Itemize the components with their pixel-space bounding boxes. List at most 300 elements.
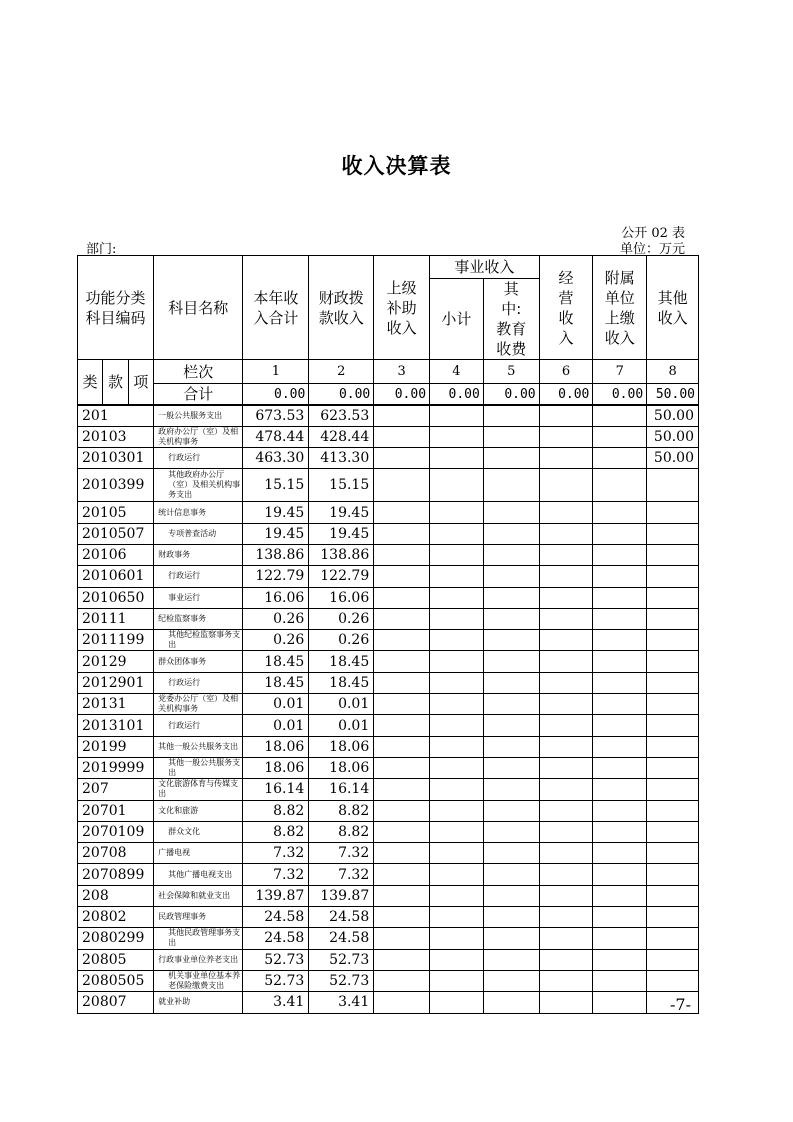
row-other-income xyxy=(647,544,699,565)
empty-cell xyxy=(374,448,430,469)
row-code: 2070109 xyxy=(78,821,154,842)
unit-label: 单位：万元 xyxy=(619,242,685,257)
empty-cell xyxy=(593,566,647,587)
page-number: -7- xyxy=(670,995,691,1014)
row-fiscal: 18.06 xyxy=(309,757,374,778)
row-fiscal: 623.53 xyxy=(309,405,374,426)
empty-cell xyxy=(374,928,430,949)
empty-cell xyxy=(539,502,593,523)
table-row xyxy=(78,651,699,672)
empty-cell xyxy=(539,970,593,991)
empty-cell xyxy=(430,800,484,821)
empty-cell xyxy=(593,821,647,842)
empty-cell xyxy=(374,630,430,651)
table-row xyxy=(78,928,699,949)
table-row xyxy=(78,779,699,800)
table-row xyxy=(78,630,699,651)
row-other-income xyxy=(647,885,699,906)
empty-cell xyxy=(539,608,593,629)
empty-cell xyxy=(374,949,430,970)
row-total-income: 8.82 xyxy=(243,821,309,842)
row-total-income: 19.45 xyxy=(243,523,309,544)
empty-cell xyxy=(374,426,430,447)
table-row xyxy=(78,469,699,502)
row-subject-name: 行政运行 xyxy=(154,448,243,469)
empty-cell xyxy=(430,502,484,523)
row-other-income xyxy=(647,928,699,949)
row-fiscal: 139.87 xyxy=(309,885,374,906)
row-subject-name: 统计信息事务 xyxy=(154,502,243,523)
row-other-income xyxy=(647,566,699,587)
empty-cell xyxy=(483,779,539,800)
table-row xyxy=(78,757,699,778)
table-row xyxy=(78,544,699,565)
empty-cell xyxy=(374,651,430,672)
empty-cell xyxy=(593,907,647,928)
row-total-income: 8.82 xyxy=(243,800,309,821)
col-number: 8 xyxy=(647,360,699,384)
empty-cell xyxy=(539,469,593,502)
header-subject-name: 科目名称 xyxy=(154,256,243,360)
empty-cell xyxy=(483,970,539,991)
row-code: 20129 xyxy=(78,651,154,672)
empty-cell xyxy=(593,949,647,970)
table-row xyxy=(78,736,699,757)
page-title: 收入决算表 xyxy=(341,154,452,178)
total-cell: 0.00 xyxy=(243,384,309,406)
header-lanci: 栏次 xyxy=(154,360,243,384)
empty-cell xyxy=(430,885,484,906)
row-subject-name: 政府办公厅（室）及相关机构事务 xyxy=(154,426,243,447)
row-other-income: 50.00 xyxy=(647,448,699,469)
total-cell: 0.00 xyxy=(593,384,647,406)
empty-cell xyxy=(483,757,539,778)
row-subject-name: 其他一般公共服务支出 xyxy=(154,736,243,757)
row-total-income: 0.26 xyxy=(243,630,309,651)
empty-cell xyxy=(430,779,484,800)
empty-cell xyxy=(593,672,647,693)
header-total-income: 本年收入合计 xyxy=(243,256,309,360)
empty-cell xyxy=(483,821,539,842)
row-other-income xyxy=(647,779,699,800)
row-subject-name: 行政运行 xyxy=(154,672,243,693)
row-total-income: 24.58 xyxy=(243,928,309,949)
row-total-income: 18.06 xyxy=(243,757,309,778)
empty-cell xyxy=(430,405,484,426)
table-row xyxy=(78,715,699,736)
empty-cell xyxy=(483,715,539,736)
empty-cell xyxy=(483,630,539,651)
empty-cell xyxy=(483,502,539,523)
empty-cell xyxy=(593,864,647,885)
row-total-income: 478.44 xyxy=(243,426,309,447)
empty-cell xyxy=(539,405,593,426)
row-subject-name: 专项普查活动 xyxy=(154,523,243,544)
row-fiscal: 7.32 xyxy=(309,864,374,885)
empty-cell xyxy=(374,544,430,565)
row-fiscal: 3.41 xyxy=(309,992,374,1013)
row-total-income: 18.06 xyxy=(243,736,309,757)
empty-cell xyxy=(430,736,484,757)
empty-cell xyxy=(483,469,539,502)
row-fiscal: 16.06 xyxy=(309,587,374,608)
row-fiscal: 0.01 xyxy=(309,694,374,715)
empty-cell xyxy=(430,448,484,469)
row-subject-name: 其他一般公共服务支出 xyxy=(154,757,243,778)
empty-cell xyxy=(593,448,647,469)
empty-cell xyxy=(374,566,430,587)
row-fiscal: 52.73 xyxy=(309,970,374,991)
empty-cell xyxy=(430,715,484,736)
row-other-income xyxy=(647,843,699,864)
empty-cell xyxy=(374,800,430,821)
row-total-income: 122.79 xyxy=(243,566,309,587)
empty-cell xyxy=(593,715,647,736)
row-other-income xyxy=(647,672,699,693)
col-number: 3 xyxy=(374,360,430,384)
total-cell: 0.00 xyxy=(539,384,593,406)
row-other-income xyxy=(647,736,699,757)
empty-cell xyxy=(539,651,593,672)
empty-cell xyxy=(539,694,593,715)
header-subtotal: 小计 xyxy=(430,279,484,360)
table-row xyxy=(78,694,699,715)
empty-cell xyxy=(483,928,539,949)
empty-cell xyxy=(374,907,430,928)
empty-cell xyxy=(593,779,647,800)
row-code: 2012901 xyxy=(78,672,154,693)
table-row xyxy=(78,672,699,693)
row-subject-name: 一般公共服务支出 xyxy=(154,405,243,426)
empty-cell xyxy=(539,630,593,651)
empty-cell xyxy=(430,469,484,502)
row-code: 208 xyxy=(78,885,154,906)
row-other-income xyxy=(647,800,699,821)
empty-cell xyxy=(539,566,593,587)
table-row xyxy=(78,448,699,469)
row-subject-name: 财政事务 xyxy=(154,544,243,565)
empty-cell xyxy=(374,405,430,426)
row-subject-name: 其他纪检监察事务支出 xyxy=(154,630,243,651)
row-subject-name: 其他政府办公厅（室）及相关机构事务支出 xyxy=(154,469,243,502)
empty-cell xyxy=(430,907,484,928)
department-label: 部门: xyxy=(86,242,117,257)
header-fiscal: 财政拨款收入 xyxy=(309,256,374,360)
col-number: 6 xyxy=(539,360,593,384)
row-total-income: 139.87 xyxy=(243,885,309,906)
empty-cell xyxy=(430,821,484,842)
row-code: 2013101 xyxy=(78,715,154,736)
table-row xyxy=(78,885,699,906)
empty-cell xyxy=(483,672,539,693)
empty-cell xyxy=(483,907,539,928)
table-row xyxy=(78,426,699,447)
empty-cell xyxy=(374,502,430,523)
empty-cell xyxy=(374,736,430,757)
empty-cell xyxy=(374,608,430,629)
empty-cell xyxy=(430,587,484,608)
table-row xyxy=(78,523,699,544)
empty-cell xyxy=(539,757,593,778)
empty-cell xyxy=(374,885,430,906)
empty-cell xyxy=(483,800,539,821)
row-fiscal: 0.26 xyxy=(309,630,374,651)
empty-cell xyxy=(593,426,647,447)
row-code: 20708 xyxy=(78,843,154,864)
row-other-income xyxy=(647,821,699,842)
empty-cell xyxy=(539,885,593,906)
empty-cell xyxy=(430,928,484,949)
row-subject-name: 其他民政管理事务支出 xyxy=(154,928,243,949)
row-code: 2011199 xyxy=(78,630,154,651)
total-cell: 0.00 xyxy=(430,384,484,406)
col-number: 7 xyxy=(593,360,647,384)
row-code: 2010399 xyxy=(78,469,154,502)
empty-cell xyxy=(539,672,593,693)
row-total-income: 7.32 xyxy=(243,843,309,864)
empty-cell xyxy=(374,672,430,693)
empty-cell xyxy=(374,843,430,864)
row-subject-name: 行政运行 xyxy=(154,566,243,587)
empty-cell xyxy=(593,885,647,906)
row-fiscal: 138.86 xyxy=(309,544,374,565)
empty-cell xyxy=(483,405,539,426)
empty-cell xyxy=(593,651,647,672)
empty-cell xyxy=(483,736,539,757)
empty-cell xyxy=(483,949,539,970)
row-other-income xyxy=(647,608,699,629)
header-operating: 经营收入 xyxy=(539,256,593,360)
empty-cell xyxy=(483,608,539,629)
row-total-income: 3.41 xyxy=(243,992,309,1013)
empty-cell xyxy=(539,821,593,842)
empty-cell xyxy=(430,630,484,651)
empty-cell xyxy=(430,426,484,447)
header-kuan: 款 xyxy=(103,360,128,406)
row-fiscal: 18.06 xyxy=(309,736,374,757)
total-cell: 0.00 xyxy=(483,384,539,406)
row-code: 20106 xyxy=(78,544,154,565)
col-number: 5 xyxy=(483,360,539,384)
row-other-income xyxy=(647,469,699,502)
empty-cell xyxy=(593,800,647,821)
row-code: 20111 xyxy=(78,608,154,629)
row-fiscal: 0.26 xyxy=(309,608,374,629)
income-table xyxy=(77,255,699,1014)
empty-cell xyxy=(374,715,430,736)
empty-cell xyxy=(374,779,430,800)
total-cell: 0.00 xyxy=(309,384,374,406)
empty-cell xyxy=(483,694,539,715)
table-row xyxy=(78,800,699,821)
empty-cell xyxy=(374,821,430,842)
table-row xyxy=(78,843,699,864)
empty-cell xyxy=(593,544,647,565)
row-subject-name: 就业补助 xyxy=(154,992,243,1013)
col-number: 2 xyxy=(309,360,374,384)
row-code: 2010507 xyxy=(78,523,154,544)
empty-cell xyxy=(374,694,430,715)
empty-cell xyxy=(539,544,593,565)
row-subject-name: 机关事业单位基本养老保险缴费支出 xyxy=(154,970,243,991)
empty-cell xyxy=(430,949,484,970)
row-fiscal: 8.82 xyxy=(309,800,374,821)
row-fiscal: 19.45 xyxy=(309,502,374,523)
empty-cell xyxy=(374,992,430,1013)
empty-cell xyxy=(539,426,593,447)
table-row xyxy=(78,907,699,928)
row-other-income xyxy=(647,970,699,991)
row-fiscal: 7.32 xyxy=(309,843,374,864)
row-code: 2010601 xyxy=(78,566,154,587)
row-fiscal: 16.14 xyxy=(309,779,374,800)
empty-cell xyxy=(430,757,484,778)
empty-cell xyxy=(593,736,647,757)
empty-cell xyxy=(483,544,539,565)
row-fiscal: 18.45 xyxy=(309,651,374,672)
row-total-income: 18.45 xyxy=(243,651,309,672)
row-total-income: 673.53 xyxy=(243,405,309,426)
row-code: 20807 xyxy=(78,992,154,1013)
row-other-income xyxy=(647,587,699,608)
row-total-income: 0.01 xyxy=(243,715,309,736)
row-fiscal: 8.82 xyxy=(309,821,374,842)
table-code: 公开 02 表 xyxy=(621,226,685,241)
empty-cell xyxy=(539,843,593,864)
row-subject-name: 文化和旅游 xyxy=(154,800,243,821)
row-subject-name: 纪检监察事务 xyxy=(154,608,243,629)
empty-cell xyxy=(374,970,430,991)
empty-cell xyxy=(430,864,484,885)
row-total-income: 15.15 xyxy=(243,469,309,502)
row-code: 201 xyxy=(78,405,154,426)
table-row xyxy=(78,608,699,629)
empty-cell xyxy=(593,587,647,608)
total-cell: 0.00 xyxy=(374,384,430,406)
empty-cell xyxy=(593,843,647,864)
row-other-income xyxy=(647,715,699,736)
row-other-income xyxy=(647,864,699,885)
header-education: 其中:教育收费 xyxy=(483,279,539,360)
empty-cell xyxy=(593,694,647,715)
table-row xyxy=(78,821,699,842)
row-total-income: 24.58 xyxy=(243,907,309,928)
table-row xyxy=(78,502,699,523)
empty-cell xyxy=(483,448,539,469)
row-subject-name: 党委办公厅（室）及相关机构事务 xyxy=(154,694,243,715)
row-subject-name: 民政管理事务 xyxy=(154,907,243,928)
table-row xyxy=(78,405,699,426)
empty-cell xyxy=(483,651,539,672)
empty-cell xyxy=(483,864,539,885)
row-code: 2019999 xyxy=(78,757,154,778)
row-code: 20802 xyxy=(78,907,154,928)
row-other-income: 50.00 xyxy=(647,405,699,426)
empty-cell xyxy=(593,970,647,991)
header-func-code: 功能分类科目编码 xyxy=(78,256,154,360)
empty-cell xyxy=(593,630,647,651)
row-other-income xyxy=(647,630,699,651)
row-fiscal: 122.79 xyxy=(309,566,374,587)
empty-cell xyxy=(539,736,593,757)
empty-cell xyxy=(539,907,593,928)
empty-cell xyxy=(539,800,593,821)
row-fiscal: 19.45 xyxy=(309,523,374,544)
row-fiscal: 24.58 xyxy=(309,907,374,928)
empty-cell xyxy=(430,544,484,565)
empty-cell xyxy=(593,502,647,523)
row-total-income: 52.73 xyxy=(243,949,309,970)
empty-cell xyxy=(430,694,484,715)
table-row xyxy=(78,864,699,885)
empty-cell xyxy=(430,651,484,672)
row-subject-name: 群众团体事务 xyxy=(154,651,243,672)
row-total-income: 0.01 xyxy=(243,694,309,715)
empty-cell xyxy=(539,992,593,1013)
empty-cell xyxy=(483,843,539,864)
empty-cell xyxy=(539,949,593,970)
table-row xyxy=(78,992,699,1013)
table-row xyxy=(78,566,699,587)
empty-cell xyxy=(430,608,484,629)
empty-cell xyxy=(539,448,593,469)
empty-cell xyxy=(483,523,539,544)
row-total-income: 0.26 xyxy=(243,608,309,629)
row-fiscal: 413.30 xyxy=(309,448,374,469)
empty-cell xyxy=(374,587,430,608)
header-xiang: 项 xyxy=(128,360,153,406)
empty-cell xyxy=(430,566,484,587)
row-fiscal: 15.15 xyxy=(309,469,374,502)
empty-cell xyxy=(539,864,593,885)
col-number: 4 xyxy=(430,360,484,384)
empty-cell xyxy=(593,405,647,426)
table-row xyxy=(78,949,699,970)
empty-cell xyxy=(539,715,593,736)
row-total-income: 18.45 xyxy=(243,672,309,693)
header-upper-subsidy: 上级补助收入 xyxy=(374,256,430,360)
row-total-income: 19.45 xyxy=(243,502,309,523)
row-total-income: 16.14 xyxy=(243,779,309,800)
row-total-income: 138.86 xyxy=(243,544,309,565)
header-affiliated: 附属单位上缴收入 xyxy=(593,256,647,360)
empty-cell xyxy=(483,992,539,1013)
row-code: 20105 xyxy=(78,502,154,523)
empty-cell xyxy=(593,523,647,544)
row-total-income: 7.32 xyxy=(243,864,309,885)
row-other-income: 50.00 xyxy=(647,426,699,447)
empty-cell xyxy=(483,885,539,906)
row-subject-name: 行政事业单位养老支出 xyxy=(154,949,243,970)
empty-cell xyxy=(483,426,539,447)
col-number: 1 xyxy=(243,360,309,384)
empty-cell xyxy=(430,672,484,693)
row-code: 20199 xyxy=(78,736,154,757)
row-code: 2080299 xyxy=(78,928,154,949)
row-other-income xyxy=(647,694,699,715)
row-fiscal: 52.73 xyxy=(309,949,374,970)
empty-cell xyxy=(593,757,647,778)
empty-cell xyxy=(539,928,593,949)
row-other-income xyxy=(647,502,699,523)
empty-cell xyxy=(539,779,593,800)
empty-cell xyxy=(374,469,430,502)
empty-cell xyxy=(430,523,484,544)
row-subject-name: 行政运行 xyxy=(154,715,243,736)
empty-cell xyxy=(430,992,484,1013)
empty-cell xyxy=(430,970,484,991)
row-code: 2070899 xyxy=(78,864,154,885)
